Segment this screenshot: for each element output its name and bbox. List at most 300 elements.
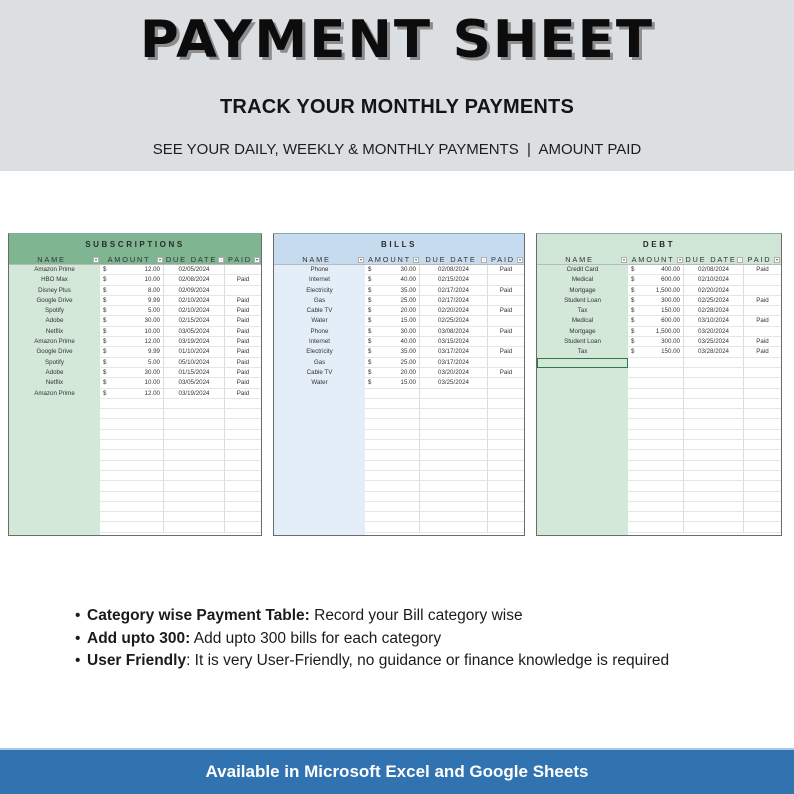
cell-due-date[interactable]: 03/08/2024 (420, 327, 488, 337)
table-row[interactable] (9, 306, 261, 316)
table-row[interactable] (9, 275, 261, 285)
cell-paid[interactable] (488, 430, 524, 440)
cell-name[interactable]: Cable TV (306, 307, 333, 315)
dropdown-arrow-icon[interactable]: ▾ (414, 257, 417, 262)
cell-amount[interactable] (628, 502, 684, 512)
table-row[interactable] (274, 481, 524, 491)
table-row[interactable] (537, 522, 781, 532)
cell-amount[interactable] (628, 522, 684, 532)
cell-paid[interactable]: Paid (225, 389, 261, 399)
cell-name[interactable]: Water (311, 317, 328, 325)
cell-amount[interactable] (365, 440, 420, 450)
table-row[interactable] (9, 450, 261, 460)
cell-amount[interactable] (365, 347, 420, 357)
cell-paid[interactable] (744, 522, 781, 532)
cell-paid[interactable] (744, 368, 781, 378)
cell-paid[interactable]: Paid (225, 378, 261, 388)
cell-name[interactable] (274, 430, 365, 440)
cell-paid[interactable]: Paid (744, 337, 781, 347)
cell-amount[interactable] (365, 306, 420, 316)
cell-name[interactable] (9, 450, 100, 460)
table-row[interactable] (274, 430, 524, 440)
cell-due-date[interactable]: 02/05/2024 (164, 265, 225, 275)
table-row[interactable] (537, 409, 781, 419)
cell-name[interactable]: Google Drive (36, 348, 73, 356)
cell-paid[interactable]: Paid (225, 296, 261, 306)
cell-name[interactable] (9, 419, 100, 429)
cell-paid[interactable] (225, 399, 261, 409)
cell-paid[interactable] (488, 378, 524, 388)
table-row[interactable] (537, 296, 781, 306)
cell-amount[interactable] (365, 492, 420, 502)
table-row[interactable] (9, 430, 261, 440)
cell-amount[interactable] (365, 389, 420, 399)
cell-amount[interactable] (628, 450, 684, 460)
cell-paid[interactable] (225, 409, 261, 419)
cell-paid[interactable]: Paid (744, 296, 781, 306)
cell-due-date[interactable] (164, 512, 225, 522)
cell-amount[interactable] (365, 409, 420, 419)
table-row[interactable] (537, 316, 781, 326)
cell-due-date[interactable]: 03/17/2024 (420, 347, 488, 357)
cell-paid[interactable]: Paid (488, 347, 524, 357)
table-row[interactable] (9, 347, 261, 357)
column-header-due-date[interactable] (684, 255, 744, 264)
cell-amount[interactable] (100, 512, 164, 522)
table-row[interactable] (274, 389, 524, 399)
cell-amount[interactable] (628, 358, 684, 368)
cell-due-date[interactable]: 02/28/2024 (684, 306, 744, 316)
cell-name[interactable] (274, 471, 365, 481)
table-row[interactable] (9, 327, 261, 337)
cell-name[interactable]: Mortgage (569, 327, 596, 335)
table-row[interactable] (9, 461, 261, 471)
cell-paid[interactable]: Paid (744, 347, 781, 357)
table-row[interactable] (274, 502, 524, 512)
table-row[interactable] (9, 378, 261, 388)
cell-paid[interactable] (744, 440, 781, 450)
cell-paid[interactable]: Paid (225, 337, 261, 347)
cell-amount[interactable] (628, 275, 684, 285)
table-row[interactable] (274, 327, 524, 337)
cell-amount[interactable] (628, 347, 684, 357)
cell-paid[interactable] (744, 512, 781, 522)
cell-due-date[interactable]: 02/08/2024 (164, 275, 225, 285)
table-row[interactable] (9, 471, 261, 481)
cell-name[interactable] (537, 471, 628, 481)
table-row[interactable] (274, 409, 524, 419)
cell-name[interactable] (274, 450, 365, 460)
dropdown-arrow-icon[interactable]: ▾ (94, 257, 97, 262)
cell-due-date[interactable] (684, 481, 744, 491)
cell-due-date[interactable]: 03/10/2024 (684, 316, 744, 326)
table-row[interactable] (9, 492, 261, 502)
cell-due-date[interactable] (684, 368, 744, 378)
cell-name[interactable]: Netflix (45, 379, 64, 387)
cell-name[interactable]: Gas (313, 358, 326, 366)
cell-due-date[interactable] (684, 409, 744, 419)
cell-name[interactable] (9, 440, 100, 450)
cell-name[interactable] (274, 502, 365, 512)
cell-due-date[interactable] (420, 430, 488, 440)
cell-due-date[interactable] (684, 512, 744, 522)
table-row[interactable] (9, 419, 261, 429)
cell-amount[interactable] (365, 450, 420, 460)
cell-name[interactable] (537, 368, 628, 378)
cell-amount[interactable] (365, 502, 420, 512)
cell-paid[interactable] (225, 502, 261, 512)
cell-due-date[interactable]: 03/20/2024 (420, 368, 488, 378)
cell-amount[interactable] (100, 378, 164, 388)
cell-name[interactable]: Tax (577, 307, 588, 315)
cell-due-date[interactable] (164, 502, 225, 512)
cell-name[interactable] (274, 461, 365, 471)
table-row[interactable] (9, 409, 261, 419)
cell-due-date[interactable] (164, 481, 225, 491)
cell-name[interactable]: Spotify (45, 358, 64, 366)
table-row[interactable] (9, 316, 261, 326)
sort-filter-icon[interactable]: ↓ (739, 257, 741, 262)
cell-paid[interactable] (744, 461, 781, 471)
cell-amount[interactable] (100, 296, 164, 306)
cell-paid[interactable] (488, 275, 524, 285)
cell-paid[interactable] (488, 502, 524, 512)
cell-paid[interactable] (744, 502, 781, 512)
cell-due-date[interactable] (164, 492, 225, 502)
cell-amount[interactable] (100, 347, 164, 357)
cell-name[interactable] (9, 399, 100, 409)
table-row[interactable] (537, 440, 781, 450)
cell-amount[interactable] (365, 337, 420, 347)
table-row[interactable] (537, 347, 781, 357)
cell-due-date[interactable] (420, 522, 488, 532)
cell-paid[interactable] (744, 275, 781, 285)
cell-paid[interactable] (225, 450, 261, 460)
table-row[interactable] (9, 481, 261, 491)
cell-amount[interactable] (100, 306, 164, 316)
cell-due-date[interactable] (684, 471, 744, 481)
cell-amount[interactable] (365, 358, 420, 368)
cell-paid[interactable] (488, 419, 524, 429)
cell-amount[interactable] (628, 368, 684, 378)
cell-due-date[interactable]: 03/05/2024 (164, 378, 225, 388)
cell-amount[interactable] (365, 327, 420, 337)
column-header-due-date[interactable] (420, 255, 488, 264)
cell-amount[interactable] (365, 461, 420, 471)
cell-amount[interactable] (100, 522, 164, 532)
dropdown-arrow-icon[interactable]: ▾ (359, 257, 362, 262)
cell-due-date[interactable] (420, 399, 488, 409)
table-row[interactable] (537, 419, 781, 429)
cell-due-date[interactable] (420, 450, 488, 460)
cell-paid[interactable] (488, 389, 524, 399)
cell-paid[interactable]: Paid (488, 368, 524, 378)
table-row[interactable] (9, 337, 261, 347)
cell-name[interactable]: Phone (310, 327, 329, 335)
cell-name[interactable] (274, 492, 365, 502)
column-header-paid[interactable] (225, 255, 261, 264)
cell-due-date[interactable] (684, 430, 744, 440)
cell-amount[interactable] (365, 316, 420, 326)
column-header-amount[interactable] (365, 255, 420, 264)
cell-amount[interactable] (628, 265, 684, 275)
cell-paid[interactable] (744, 286, 781, 296)
column-header-paid[interactable] (744, 255, 781, 264)
table-row[interactable] (274, 492, 524, 502)
cell-paid[interactable] (744, 430, 781, 440)
cell-due-date[interactable]: 02/15/2024 (420, 275, 488, 285)
cell-name[interactable] (537, 512, 628, 522)
cell-due-date[interactable] (420, 471, 488, 481)
cell-amount[interactable] (365, 286, 420, 296)
cell-due-date[interactable]: 02/15/2024 (164, 316, 225, 326)
table-row[interactable] (537, 512, 781, 522)
cell-due-date[interactable] (420, 419, 488, 429)
cell-name[interactable] (9, 430, 100, 440)
cell-name[interactable] (9, 409, 100, 419)
cell-paid[interactable] (225, 440, 261, 450)
cell-paid[interactable]: Paid (744, 316, 781, 326)
cell-name[interactable] (537, 450, 628, 460)
cell-name[interactable]: Student Loan (564, 338, 601, 346)
table-row[interactable] (537, 492, 781, 502)
cell-name[interactable]: Adobe (45, 317, 64, 325)
table-row[interactable] (274, 450, 524, 460)
cell-name[interactable] (9, 502, 100, 512)
cell-amount[interactable] (365, 430, 420, 440)
cell-amount[interactable] (100, 316, 164, 326)
cell-name[interactable] (537, 399, 628, 409)
cell-paid[interactable] (488, 399, 524, 409)
cell-paid[interactable]: Paid (225, 368, 261, 378)
cell-amount[interactable] (628, 337, 684, 347)
cell-due-date[interactable]: 03/25/2024 (684, 337, 744, 347)
column-header-amount[interactable] (628, 255, 684, 264)
cell-due-date[interactable] (684, 522, 744, 532)
cell-amount[interactable] (628, 512, 684, 522)
cell-amount[interactable] (628, 430, 684, 440)
table-row[interactable] (537, 327, 781, 337)
cell-name[interactable] (537, 492, 628, 502)
cell-paid[interactable]: Paid (488, 327, 524, 337)
cell-paid[interactable] (488, 440, 524, 450)
cell-paid[interactable] (225, 522, 261, 532)
cell-due-date[interactable] (684, 440, 744, 450)
cell-amount[interactable] (628, 378, 684, 388)
column-header-due-date[interactable] (164, 255, 225, 264)
cell-name[interactable] (274, 512, 365, 522)
cell-paid[interactable] (488, 337, 524, 347)
cell-name[interactable]: Medical (571, 276, 594, 284)
cell-paid[interactable] (744, 358, 781, 368)
cell-amount[interactable] (628, 327, 684, 337)
table-row[interactable] (274, 358, 524, 368)
cell-due-date[interactable] (684, 378, 744, 388)
cell-name[interactable]: Mortgage (569, 286, 596, 294)
cell-paid[interactable] (488, 512, 524, 522)
table-row[interactable] (9, 358, 261, 368)
cell-paid[interactable] (744, 450, 781, 460)
cell-paid[interactable] (225, 430, 261, 440)
table-row[interactable] (9, 399, 261, 409)
cell-paid[interactable] (744, 471, 781, 481)
cell-due-date[interactable] (684, 461, 744, 471)
cell-amount[interactable] (100, 337, 164, 347)
cell-amount[interactable] (100, 461, 164, 471)
table-row[interactable] (274, 265, 524, 275)
column-header-paid[interactable] (488, 255, 524, 264)
dropdown-arrow-icon[interactable]: ▾ (518, 257, 521, 262)
dropdown-arrow-icon[interactable]: ▾ (255, 257, 258, 262)
cell-due-date[interactable] (684, 450, 744, 460)
table-row[interactable] (274, 296, 524, 306)
cell-name[interactable] (537, 461, 628, 471)
cell-due-date[interactable] (164, 471, 225, 481)
cell-due-date[interactable] (420, 492, 488, 502)
table-row[interactable] (274, 512, 524, 522)
cell-amount[interactable] (100, 265, 164, 275)
cell-name[interactable]: Amazon Prime (34, 389, 75, 397)
cell-amount[interactable] (365, 512, 420, 522)
cell-paid[interactable]: Paid (225, 358, 261, 368)
cell-name[interactable] (274, 419, 365, 429)
cell-due-date[interactable]: 02/20/2024 (684, 286, 744, 296)
cell-due-date[interactable]: 02/25/2024 (684, 296, 744, 306)
table-row[interactable] (274, 306, 524, 316)
table-row[interactable] (9, 440, 261, 450)
table-row[interactable] (537, 399, 781, 409)
cell-amount[interactable] (365, 399, 420, 409)
table-row[interactable] (274, 368, 524, 378)
cell-amount[interactable] (628, 306, 684, 316)
cell-due-date[interactable] (684, 492, 744, 502)
cell-due-date[interactable] (164, 419, 225, 429)
table-row[interactable] (274, 337, 524, 347)
table-row[interactable] (274, 440, 524, 450)
cell-name[interactable] (274, 409, 365, 419)
cell-paid[interactable]: Paid (488, 306, 524, 316)
cell-amount[interactable] (628, 389, 684, 399)
cell-due-date[interactable] (420, 461, 488, 471)
table-row[interactable] (9, 368, 261, 378)
cell-due-date[interactable] (684, 399, 744, 409)
column-header-amount[interactable] (100, 255, 164, 264)
cell-due-date[interactable]: 02/17/2024 (420, 296, 488, 306)
cell-amount[interactable] (100, 389, 164, 399)
cell-paid[interactable] (225, 512, 261, 522)
cell-amount[interactable] (365, 275, 420, 285)
cell-name[interactable] (537, 389, 628, 399)
cell-paid[interactable] (225, 286, 261, 296)
cell-name[interactable]: Electricity (306, 286, 333, 294)
cell-due-date[interactable] (684, 502, 744, 512)
cell-paid[interactable] (744, 389, 781, 399)
cell-name[interactable]: Adobe (45, 368, 64, 376)
cell-amount[interactable] (365, 378, 420, 388)
cell-amount[interactable] (628, 286, 684, 296)
cell-name[interactable]: Netflix (45, 327, 64, 335)
cell-name[interactable]: Tax (577, 348, 588, 356)
cell-due-date[interactable] (420, 409, 488, 419)
cell-amount[interactable] (365, 471, 420, 481)
cell-paid[interactable] (488, 316, 524, 326)
cell-due-date[interactable] (164, 522, 225, 532)
cell-name[interactable] (537, 481, 628, 491)
cell-name[interactable]: Phone (310, 266, 329, 273)
cell-name[interactable] (537, 378, 628, 388)
dropdown-arrow-icon[interactable]: ▾ (775, 257, 778, 262)
cell-name[interactable]: HBO Max (41, 276, 68, 284)
cell-amount[interactable] (365, 368, 420, 378)
column-header-name[interactable] (9, 255, 100, 264)
cell-name[interactable]: Gas (313, 296, 326, 304)
cell-amount[interactable] (365, 419, 420, 429)
cell-amount[interactable] (628, 296, 684, 306)
cell-due-date[interactable]: 02/08/2024 (684, 265, 744, 275)
cell-paid[interactable] (488, 492, 524, 502)
table-row[interactable] (9, 265, 261, 275)
cell-name[interactable]: Amazon Prime (34, 266, 75, 273)
cell-name[interactable] (9, 461, 100, 471)
cell-name[interactable] (274, 522, 365, 532)
table-row[interactable] (537, 471, 781, 481)
cell-due-date[interactable]: 03/17/2024 (420, 358, 488, 368)
cell-due-date[interactable] (164, 440, 225, 450)
cell-amount[interactable] (628, 461, 684, 471)
cell-name[interactable]: Water (311, 379, 328, 387)
cell-name[interactable] (537, 522, 628, 532)
dropdown-arrow-icon[interactable]: ▾ (678, 257, 681, 262)
column-header-name[interactable] (537, 255, 628, 264)
cell-amount[interactable] (365, 296, 420, 306)
cell-amount[interactable] (628, 409, 684, 419)
cell-amount[interactable] (100, 450, 164, 460)
cell-paid[interactable] (488, 450, 524, 460)
cell-paid[interactable] (225, 481, 261, 491)
cell-paid[interactable]: Paid (225, 306, 261, 316)
table-row[interactable] (537, 358, 781, 368)
cell-name[interactable]: Internet (309, 338, 330, 346)
cell-due-date[interactable]: 03/25/2024 (420, 378, 488, 388)
cell-paid[interactable] (744, 409, 781, 419)
cell-name[interactable] (274, 481, 365, 491)
cell-amount[interactable] (100, 440, 164, 450)
table-row[interactable] (9, 296, 261, 306)
table-row[interactable] (274, 275, 524, 285)
cell-name[interactable]: Credit Card (566, 266, 599, 273)
cell-amount[interactable] (100, 368, 164, 378)
cell-due-date[interactable]: 03/19/2024 (164, 389, 225, 399)
cell-amount[interactable] (100, 327, 164, 337)
cell-paid[interactable] (225, 461, 261, 471)
cell-paid[interactable]: Paid (488, 286, 524, 296)
table-row[interactable] (9, 512, 261, 522)
table-row[interactable] (537, 286, 781, 296)
cell-name[interactable]: Spotify (45, 307, 64, 315)
cell-paid[interactable] (488, 522, 524, 532)
cell-due-date[interactable]: 05/10/2024 (164, 358, 225, 368)
table-row[interactable] (9, 522, 261, 532)
cell-name[interactable]: Cable TV (306, 368, 333, 376)
cell-amount[interactable] (100, 409, 164, 419)
table-row[interactable] (9, 502, 261, 512)
cell-name[interactable] (274, 389, 365, 399)
cell-amount[interactable] (100, 419, 164, 429)
cell-due-date[interactable]: 03/28/2024 (684, 347, 744, 357)
cell-due-date[interactable] (684, 358, 744, 368)
cell-amount[interactable] (628, 492, 684, 502)
table-row[interactable] (537, 378, 781, 388)
